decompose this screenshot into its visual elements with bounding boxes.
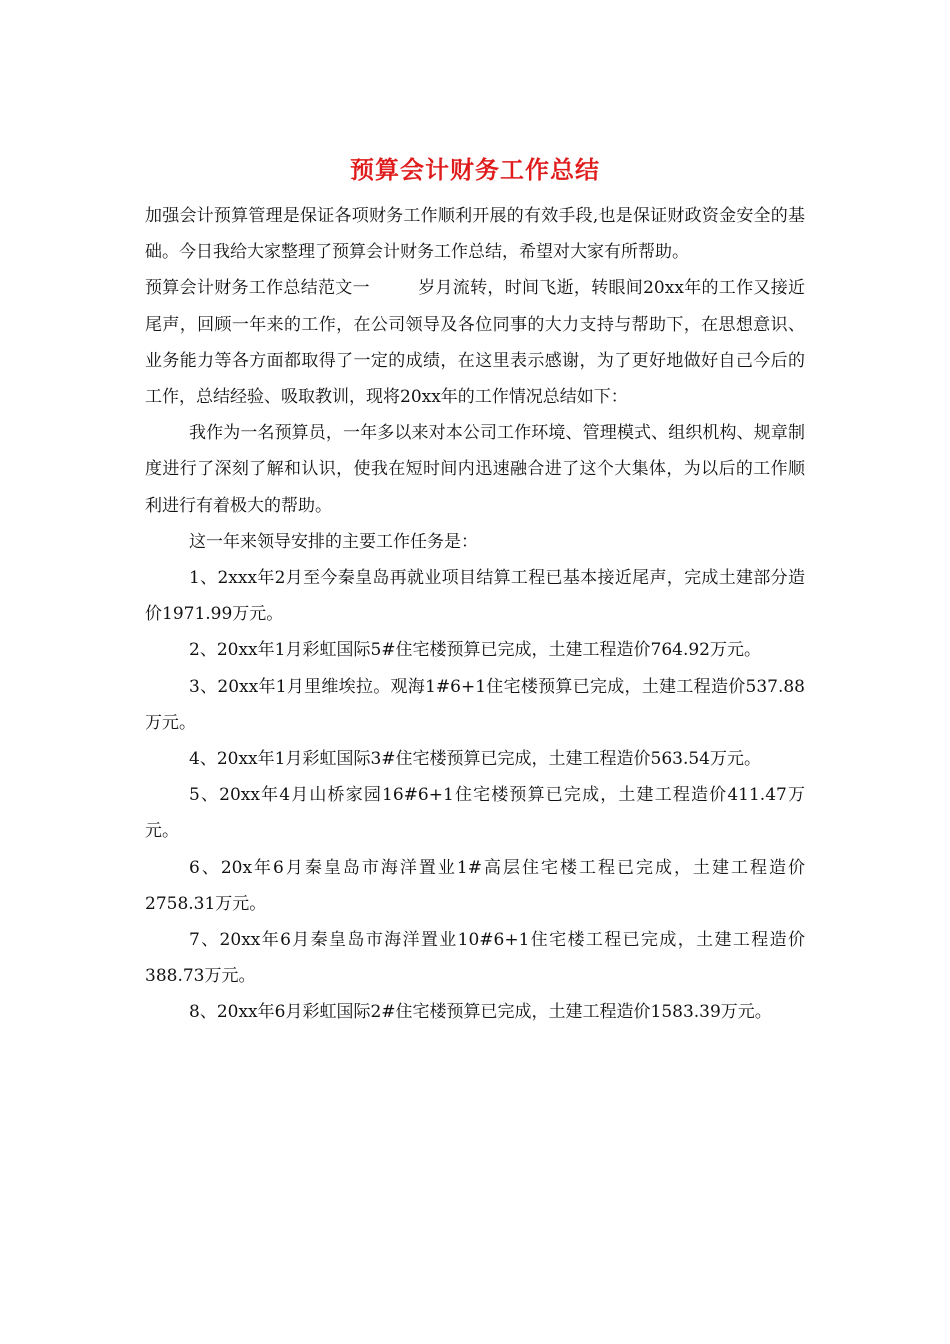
- task-item-6: 6、20x年6月秦皇岛市海洋置业1#高层住宅楼工程已完成，土建工程造价2758.31万元。: [145, 857, 805, 914]
- section-label: 预算会计财务工作总结范文一: [145, 278, 370, 299]
- task-item-3: 3、20xx年1月里维埃拉。观海1#6+1住宅楼预算已完成，土建工程造价537.88万元。: [145, 676, 805, 733]
- tasks-heading: 这一年来领导安排的主要工作任务是：: [189, 531, 478, 552]
- task-item-5: 5、20xx年4月山桥家园16#6+1住宅楼预算已完成，土建工程造价411.47万元。: [145, 785, 805, 842]
- task-item-1: 1、2xxx年2月至今秦皇岛再就业项目结算工程已基本接近尾声，完成土建部分造价1971.99万元。: [145, 568, 805, 625]
- document-title: 预算会计财务工作总结: [350, 155, 600, 184]
- section-opening: 岁月流转，时间飞逝，转眼间20xx年的工作又接近尾声，回顾一年来的工作，在公司领导及各位同事的大力支持与帮助下，在思想意识、业务能力等各方面都取得了一定的成绩，在这里表示感谢，为了更好地做好自己今后的工作，总结经验、吸取教训，现将20xx年的工作情况总结如下：: [145, 278, 806, 408]
- intro-paragraph: 加强会计预算管理是保证各项财务工作顺利开展的有效手段,也是保证财政资金安全的基础。今日我给大家整理了预算会计财务工作总结，希望对大家有所帮助。: [145, 206, 805, 263]
- task-item-2: 2、20xx年1月彩虹国际5#住宅楼预算已完成，土建工程造价764.92万元。: [189, 640, 761, 661]
- role-paragraph: 我作为一名预算员，一年多以来对本公司工作环境、管理模式、组织机构、规章制度进行了深刻了解和认识，使我在短时间内迅速融合进了这个大集体，为以后的工作顺利进行有着极大的帮助。: [145, 423, 805, 516]
- task-item-8: 8、20xx年6月彩虹国际2#住宅楼预算已完成，土建工程造价1583.39万元。: [189, 1002, 772, 1023]
- task-item-7: 7、20xx年6月秦皇岛市海洋置业10#6+1住宅楼工程已完成，土建工程造价388.73万元。: [145, 930, 805, 987]
- task-item-4: 4、20xx年1月彩虹国际3#住宅楼预算已完成，土建工程造价563.54万元。: [189, 749, 761, 770]
- document-body: [145, 198, 805, 1031]
- section-paragraph: [145, 270, 805, 415]
